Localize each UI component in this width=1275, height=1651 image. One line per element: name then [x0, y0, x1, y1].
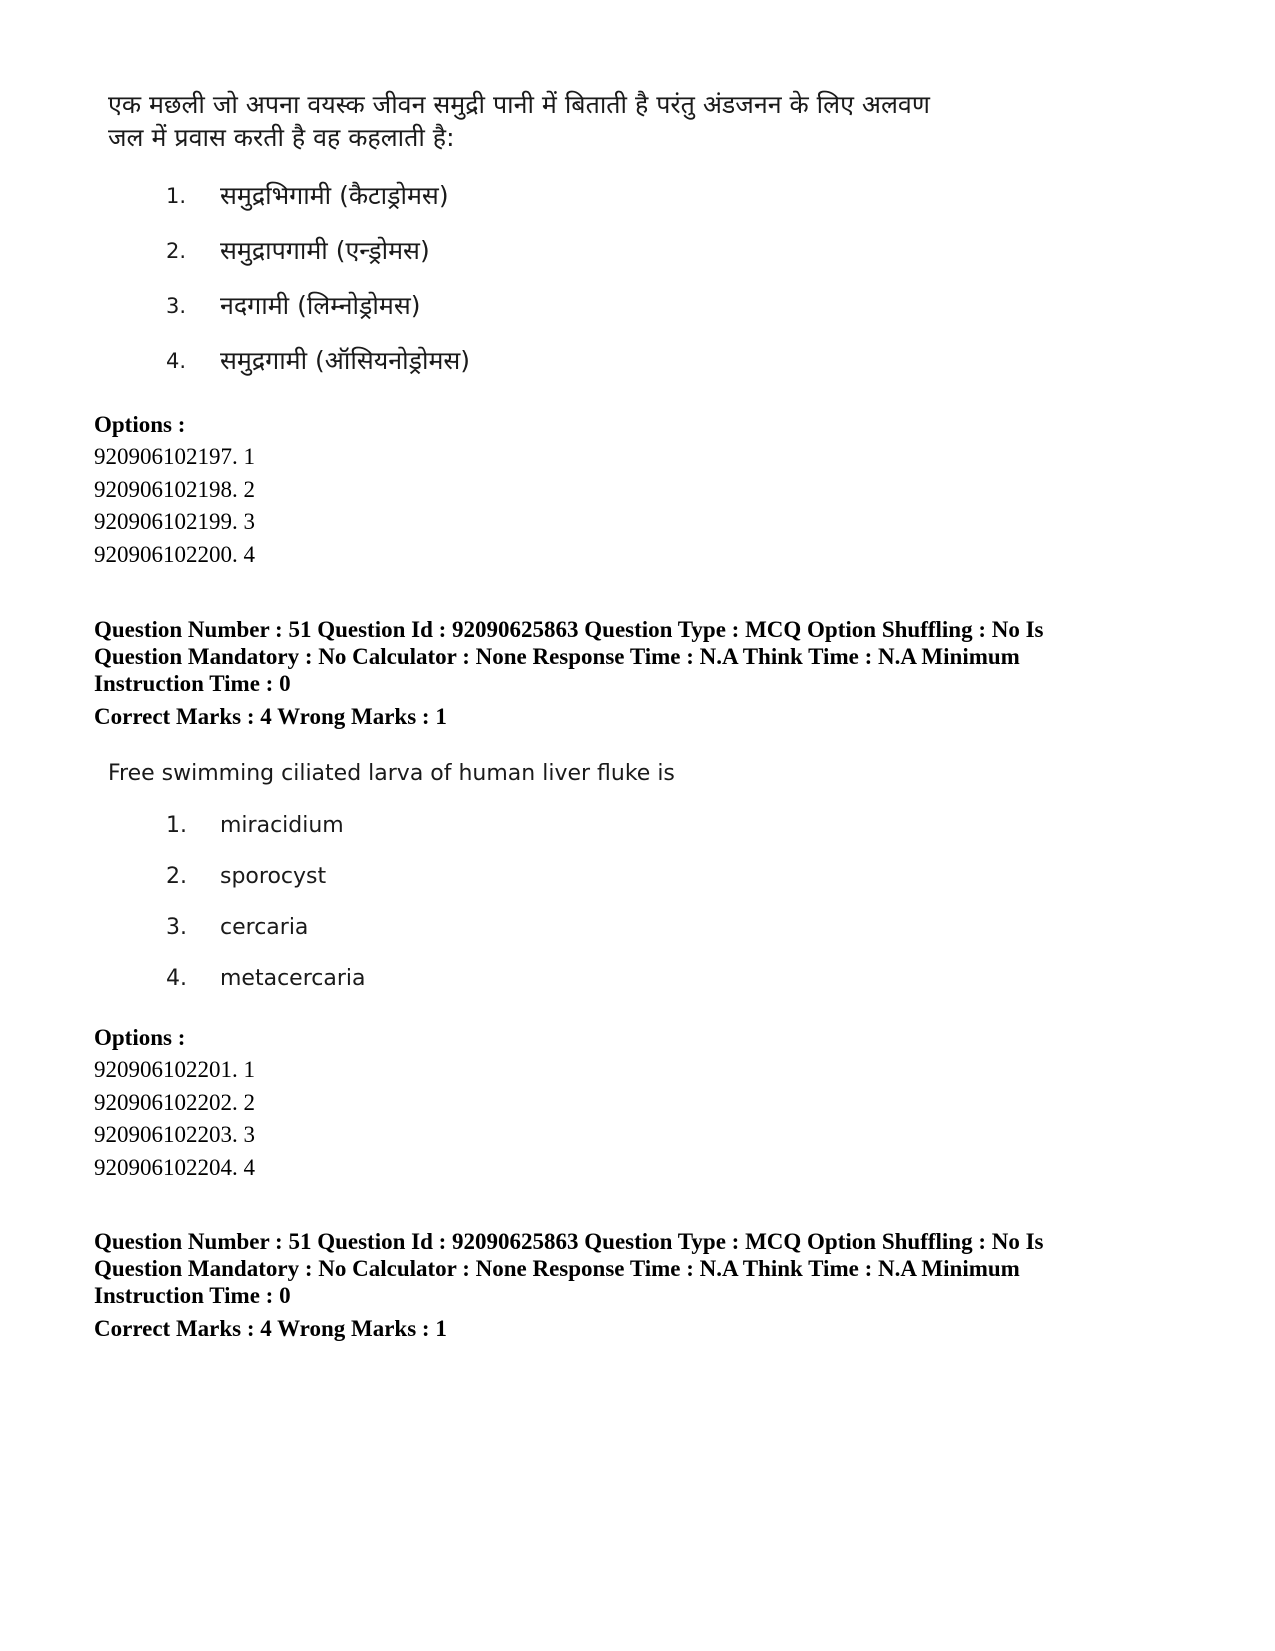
option-id-line: 920906102202. 2	[94, 1089, 255, 1115]
choice-number: 4.	[166, 966, 187, 991]
marks-line: Correct Marks : 4 Wrong Marks : 1	[94, 1316, 447, 1341]
choice-text: cercaria	[220, 915, 309, 940]
choice-number: 4.	[166, 349, 187, 373]
choice-text: समुद्रगामी (ऑसियनोड्रोमस)	[220, 346, 471, 375]
option-id-line: 920906102199. 3	[94, 509, 255, 534]
choice-number: 2.	[166, 239, 187, 263]
option-id-line: 920906102203. 3	[94, 1122, 255, 1147]
question-meta	[94, 1228, 1094, 1309]
question-2-options	[94, 1022, 255, 1184]
choice-number: 3.	[166, 915, 187, 940]
question-meta	[94, 616, 1094, 697]
choice-number: 1.	[166, 184, 187, 208]
choice-text: नदगामी (लिम्नोड्रोमस)	[220, 291, 421, 320]
options-label: Options :	[94, 412, 186, 437]
choice-text: miracidium	[220, 813, 344, 838]
choice-number: 3.	[166, 294, 187, 318]
question-meta-line: Question Number : 51 Question Id : 92090625863 Question Type : MCQ Option Shuffling : No Is	[94, 1229, 1044, 1254]
question-meta-line: Instruction Time : 0	[94, 671, 291, 696]
question-1-choice-list	[108, 179, 930, 399]
options-label: Options :	[94, 1025, 186, 1050]
question-1-stem: एक मछली जो अपना वयस्क जीवन समुद्री पानी में बिताती है परंतु अंडजनन के लिए अलवण जल में प्रवास करती है वह कहलाती है:	[108, 90, 930, 152]
option-id-line: 920906102198. 2	[94, 476, 255, 502]
question-1-choice	[108, 179, 930, 234]
option-id-line: 920906102197. 1	[94, 444, 255, 469]
choice-number: 1.	[166, 813, 187, 838]
choice-text: समुद्रापगामी (एन्ड्रोमस)	[220, 236, 430, 265]
question-2-choice	[108, 811, 675, 862]
question-1-image	[108, 88, 930, 399]
question-meta-line: Question Mandatory : No Calculator : None Response Time : N.A Think Time : N.A Minimum	[94, 644, 1020, 669]
question-meta-line: Question Number : 51 Question Id : 92090625863 Question Type : MCQ Option Shuffling : No Is	[94, 617, 1044, 642]
question-2-image	[108, 759, 675, 1015]
choice-text: sporocyst	[220, 864, 327, 889]
choice-text: समुद्रभिगामी (कैटाड्रोमस)	[220, 181, 449, 210]
question-2-header	[94, 616, 1094, 730]
marks-line: Correct Marks : 4 Wrong Marks : 1	[94, 704, 447, 729]
choice-number: 2.	[166, 864, 187, 889]
question-meta-line: Question Mandatory : No Calculator : None Response Time : N.A Think Time : N.A Minimum	[94, 1256, 1020, 1281]
option-id-line: 920906102200. 4	[94, 541, 255, 567]
question-1-choice	[108, 344, 930, 399]
question-2-choice	[108, 862, 675, 913]
question-2-choice	[108, 964, 675, 1015]
question-meta-line: Instruction Time : 0	[94, 1283, 291, 1308]
question-1-choice	[108, 289, 930, 344]
question-1-options	[94, 409, 255, 571]
question-2-stem: Free swimming ciliated larva of human liver fluke is	[108, 761, 675, 786]
question-1-choice	[108, 234, 930, 289]
option-id-line: 920906102201. 1	[94, 1057, 255, 1082]
question-2-choice-list	[108, 811, 675, 1015]
option-id-line: 920906102204. 4	[94, 1154, 255, 1180]
question-3-header	[94, 1228, 1094, 1342]
question-2-choice	[108, 913, 675, 964]
choice-text: metacercaria	[220, 966, 366, 991]
